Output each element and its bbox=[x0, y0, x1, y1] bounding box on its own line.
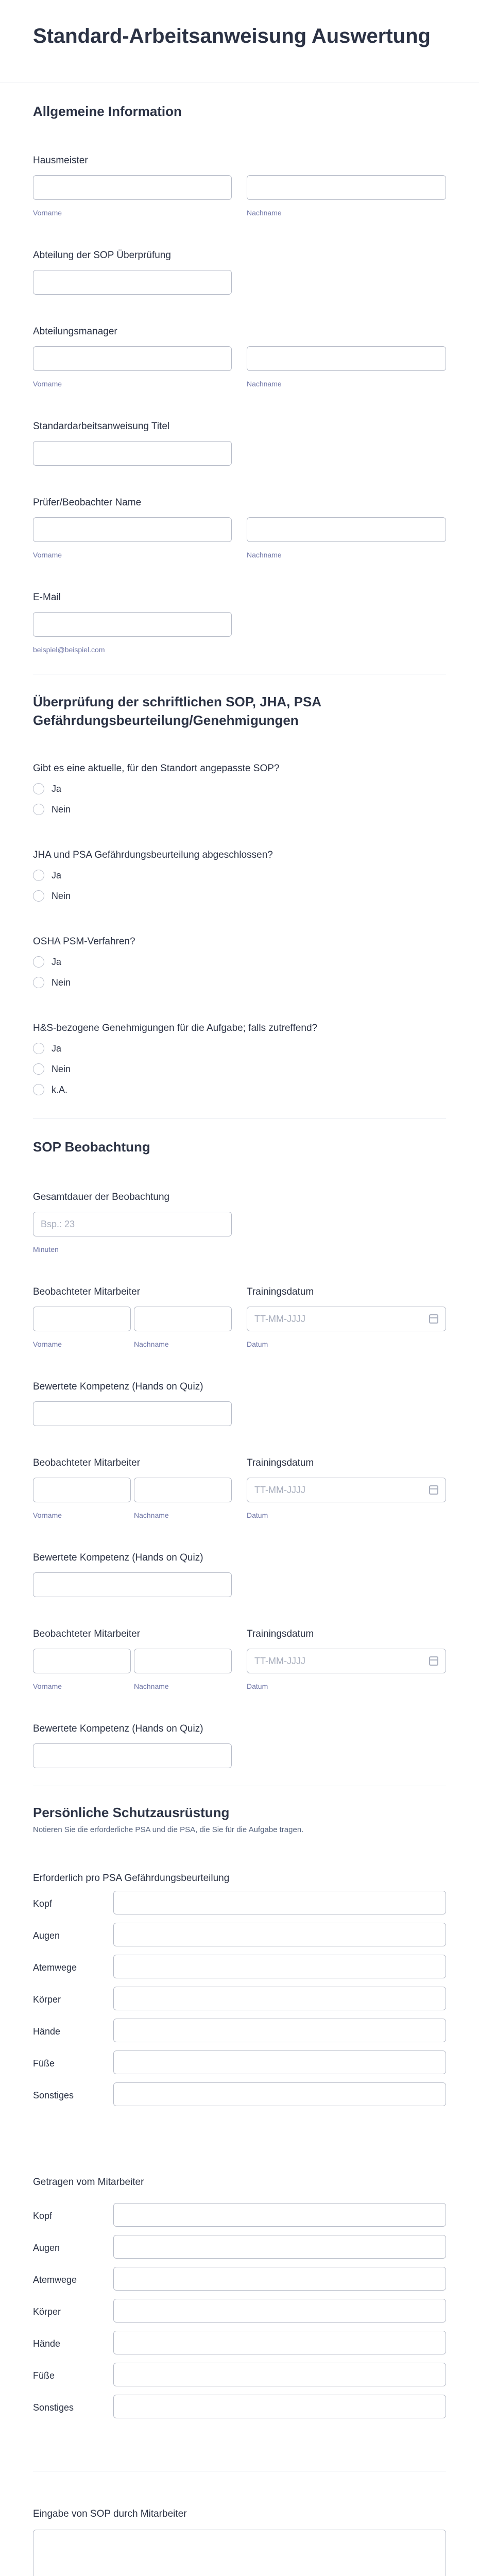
employee-last-name-input[interactable] bbox=[134, 1649, 232, 1673]
training-date-label: Trainingsdatum bbox=[247, 1458, 314, 1468]
question-osha-psm: OSHA PSM-Verfahren? bbox=[33, 936, 135, 947]
section-title-general: Allgemeine Information bbox=[33, 104, 182, 119]
reviewer-label: Prüfer/Beobachter Name bbox=[33, 497, 142, 508]
ppe-required-row-label: Hände bbox=[33, 2026, 61, 2037]
first-name-sublabel: Vorname bbox=[33, 209, 62, 217]
radio-no-label: Nein bbox=[52, 1064, 71, 1074]
reviewer-last-name-input[interactable] bbox=[247, 517, 446, 542]
department-label: Abteilung der SOP Überprüfung bbox=[33, 250, 171, 261]
ppe-required-input[interactable] bbox=[113, 1891, 446, 1914]
first-name-sublabel: Vorname bbox=[33, 1340, 62, 1348]
ppe-worn-row-label: Atemwege bbox=[33, 2275, 77, 2285]
last-name-sublabel: Nachname bbox=[247, 551, 282, 559]
employee-last-name-input[interactable] bbox=[134, 1307, 232, 1331]
radio-no-label: Nein bbox=[52, 804, 71, 815]
duration-placeholder: Bsp.: 23 bbox=[41, 1219, 75, 1229]
ppe-worn-input[interactable] bbox=[113, 2363, 446, 2386]
ppe-worn-row-label: Hände bbox=[33, 2338, 61, 2349]
date-sublabel: Datum bbox=[247, 1340, 268, 1348]
sop-input-textarea[interactable] bbox=[33, 2530, 446, 2576]
first-name-sublabel: Vorname bbox=[33, 551, 62, 559]
ppe-required-input[interactable] bbox=[113, 2050, 446, 2074]
ppe-required-input[interactable] bbox=[113, 1923, 446, 1946]
radio-na-label: k.A. bbox=[52, 1084, 68, 1095]
ppe-required-row-label: Füße bbox=[33, 2058, 55, 2069]
employee-label: Beobachteter Mitarbeiter bbox=[33, 1458, 141, 1468]
section-title-review-line2: Gefährdungsbeurteilung/Genehmigungen bbox=[33, 713, 299, 728]
sop-title-input[interactable] bbox=[33, 441, 232, 466]
ppe-worn-input[interactable] bbox=[113, 2235, 446, 2259]
sop-title-label: Standardarbeitsanweisung Titel bbox=[33, 421, 170, 432]
ppe-worn-input[interactable] bbox=[113, 2267, 446, 2291]
last-name-sublabel: Nachname bbox=[134, 1340, 169, 1348]
ppe-required-row-label: Körper bbox=[33, 1994, 61, 2005]
ppe-required-row-label: Kopf bbox=[33, 1899, 53, 1909]
ppe-worn-row-label: Kopf bbox=[33, 2211, 53, 2221]
email-label: E-Mail bbox=[33, 592, 61, 603]
radio-no-label: Nein bbox=[52, 891, 71, 901]
date-placeholder: TT-MM-JJJJ bbox=[254, 1314, 305, 1324]
ppe-required-input[interactable] bbox=[113, 1987, 446, 2010]
radio-no[interactable] bbox=[33, 890, 44, 902]
employee-first-name-input[interactable] bbox=[33, 1649, 131, 1673]
date-sublabel: Datum bbox=[247, 1511, 268, 1519]
ppe-worn-label: Getragen vom Mitarbeiter bbox=[33, 2177, 144, 2188]
radio-yes[interactable] bbox=[33, 956, 44, 968]
duration-input[interactable] bbox=[33, 1212, 232, 1236]
question-hs-permits: H&S-bezogene Genehmigungen für die Aufgabe; falls zutreffend? bbox=[33, 1023, 318, 1033]
employee-last-name-input[interactable] bbox=[134, 1478, 232, 1502]
supervisor-first-name-input[interactable] bbox=[33, 175, 232, 200]
section-subtitle-ppe: Notieren Sie die erforderliche PSA und die PSA, die Sie für die Aufgabe tragen. bbox=[33, 1825, 304, 1834]
competency-label: Bewertete Kompetenz (Hands on Quiz) bbox=[33, 1552, 203, 1563]
question-jha-psa: JHA und PSA Gefährdungsbeurteilung abgeschlossen? bbox=[33, 850, 273, 860]
ppe-required-row-label: Augen bbox=[33, 1930, 60, 1941]
employee-label: Beobachteter Mitarbeiter bbox=[33, 1629, 141, 1639]
reviewer-first-name-input[interactable] bbox=[33, 517, 232, 542]
ppe-worn-row-label: Augen bbox=[33, 2243, 60, 2253]
ppe-worn-input[interactable] bbox=[113, 2331, 446, 2354]
calendar-icon[interactable] bbox=[429, 1656, 438, 1666]
ppe-worn-row-label: Füße bbox=[33, 2370, 55, 2381]
radio-no[interactable] bbox=[33, 804, 44, 815]
department-input[interactable] bbox=[33, 270, 232, 295]
competency-input[interactable] bbox=[33, 1572, 232, 1597]
duration-label: Gesamtdauer der Beobachtung bbox=[33, 1192, 170, 1202]
ppe-required-row-label: Sonstiges bbox=[33, 2090, 74, 2100]
competency-input[interactable] bbox=[33, 1743, 232, 1768]
last-name-sublabel: Nachname bbox=[247, 209, 282, 217]
ppe-worn-input[interactable] bbox=[113, 2203, 446, 2227]
ppe-worn-input[interactable] bbox=[113, 2299, 446, 2323]
section-title-observation: SOP Beobachtung bbox=[33, 1139, 150, 1155]
last-name-sublabel: Nachname bbox=[134, 1511, 169, 1519]
first-name-sublabel: Vorname bbox=[33, 380, 62, 388]
employee-first-name-input[interactable] bbox=[33, 1478, 131, 1502]
ppe-required-row-label: Atemwege bbox=[33, 1962, 77, 1973]
ppe-required-input[interactable] bbox=[113, 1955, 446, 1978]
ppe-worn-row-label: Sonstiges bbox=[33, 2402, 74, 2413]
calendar-icon[interactable] bbox=[429, 1485, 438, 1495]
date-placeholder: TT-MM-JJJJ bbox=[254, 1485, 305, 1495]
training-date-label: Trainingsdatum bbox=[247, 1629, 314, 1639]
form-header bbox=[0, 0, 479, 82]
manager-label: Abteilungsmanager bbox=[33, 326, 117, 337]
radio-yes[interactable] bbox=[33, 870, 44, 881]
radio-yes-label: Ja bbox=[52, 957, 62, 967]
employee-label: Beobachteter Mitarbeiter bbox=[33, 1286, 141, 1297]
first-name-sublabel: Vorname bbox=[33, 1511, 62, 1519]
radio-na[interactable] bbox=[33, 1084, 44, 1095]
competency-label: Bewertete Kompetenz (Hands on Quiz) bbox=[33, 1723, 203, 1734]
section-title-review: Überprüfung der schriftlichen SOP, JHA, PSA bbox=[33, 694, 322, 709]
form-title: Standard-Arbeitsanweisung Auswertung bbox=[33, 25, 431, 47]
date-placeholder: TT-MM-JJJJ bbox=[254, 1656, 305, 1666]
first-name-sublabel: Vorname bbox=[33, 1682, 62, 1690]
radio-yes-label: Ja bbox=[52, 784, 62, 794]
radio-no-label: Nein bbox=[52, 977, 71, 988]
competency-input[interactable] bbox=[33, 1401, 232, 1426]
competency-label: Bewertete Kompetenz (Hands on Quiz) bbox=[33, 1381, 203, 1392]
training-date-input[interactable] bbox=[247, 1307, 446, 1331]
radio-yes[interactable] bbox=[33, 1043, 44, 1054]
supervisor-last-name-input[interactable] bbox=[247, 175, 446, 200]
date-sublabel: Datum bbox=[247, 1682, 268, 1690]
calendar-icon[interactable] bbox=[429, 1314, 438, 1324]
radio-yes-label: Ja bbox=[52, 870, 62, 880]
last-name-sublabel: Nachname bbox=[247, 380, 282, 388]
employee-first-name-input[interactable] bbox=[33, 1307, 131, 1331]
ppe-worn-input[interactable] bbox=[113, 2395, 446, 2418]
manager-last-name-input[interactable] bbox=[247, 346, 446, 371]
ppe-worn-row-label: Körper bbox=[33, 2307, 61, 2317]
supervisor-label: Hausmeister bbox=[33, 155, 88, 166]
last-name-sublabel: Nachname bbox=[134, 1682, 169, 1690]
radio-no[interactable] bbox=[33, 1063, 44, 1075]
radio-yes[interactable] bbox=[33, 783, 44, 794]
sop-input-label: Eingabe von SOP durch Mitarbeiter bbox=[33, 2509, 187, 2519]
email-input[interactable] bbox=[33, 612, 232, 637]
ppe-required-input[interactable] bbox=[113, 2082, 446, 2106]
manager-first-name-input[interactable] bbox=[33, 346, 232, 371]
training-date-label: Trainingsdatum bbox=[247, 1286, 314, 1297]
section-title-ppe: Persönliche Schutzausrüstung bbox=[33, 1805, 230, 1820]
ppe-required-label: Erforderlich pro PSA Gefährdungsbeurteilung bbox=[33, 1873, 230, 1884]
radio-no[interactable] bbox=[33, 977, 44, 988]
email-sublabel: beispiel@beispiel.com bbox=[33, 646, 105, 654]
radio-yes-label: Ja bbox=[52, 1043, 62, 1054]
ppe-required-input[interactable] bbox=[113, 2019, 446, 2042]
training-date-input[interactable] bbox=[247, 1649, 446, 1673]
duration-unit: Minuten bbox=[33, 1245, 59, 1253]
question-current-sop: Gibt es eine aktuelle, für den Standort angepasste SOP? bbox=[33, 763, 280, 774]
training-date-input[interactable] bbox=[247, 1478, 446, 1502]
